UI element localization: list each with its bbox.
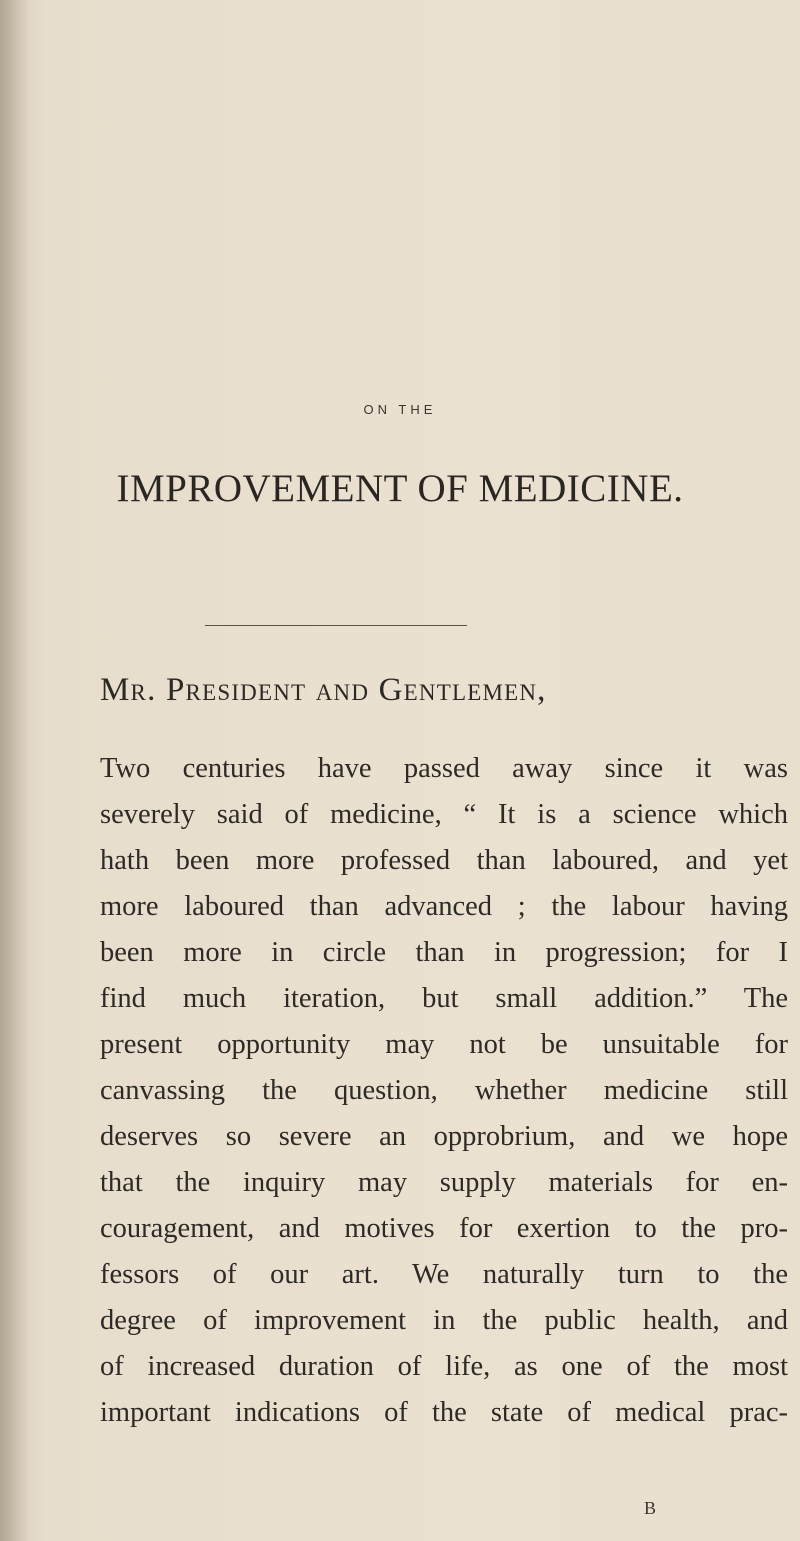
text-line: canvassing the question, whether medicine still bbox=[100, 1075, 788, 1106]
text-line: couragement, and motives for exertion to the pro- bbox=[100, 1213, 788, 1244]
salutation: Mr. President and Gentlemen, bbox=[100, 672, 547, 708]
title-rule-divider bbox=[205, 625, 467, 626]
page-title: IMPROVEMENT OF MEDICINE. bbox=[116, 467, 684, 510]
text-line: important indications of the state of medical prac- bbox=[100, 1397, 788, 1428]
text-line: been more in circle than in progression; for I bbox=[100, 937, 788, 968]
text-line: find much iteration, but small addition.” The bbox=[100, 983, 788, 1014]
text-line: more laboured than advanced ; the labour having bbox=[100, 891, 788, 922]
text-line: of increased duration of life, as one of the most bbox=[100, 1351, 788, 1382]
heading-kicker: ON THE bbox=[363, 402, 437, 417]
body-paragraph bbox=[100, 746, 788, 1436]
text-line: severely said of medicine, “ It is a science which bbox=[100, 799, 788, 830]
text-line: fessors of our art. We naturally turn to the bbox=[100, 1259, 788, 1290]
text-line: degree of improvement in the public health, and bbox=[100, 1305, 788, 1336]
text-line: that the inquiry may supply materials for en- bbox=[100, 1167, 788, 1198]
text-line: hath been more professed than laboured, and yet bbox=[100, 845, 788, 876]
text-line: deserves so severe an opprobrium, and we hope bbox=[100, 1121, 788, 1152]
text-line: present opportunity may not be unsuitable for bbox=[100, 1029, 788, 1060]
text-line: Two centuries have passed away since it was bbox=[100, 753, 788, 784]
page-gutter-shadow bbox=[0, 0, 30, 1541]
signature-mark: B bbox=[644, 1498, 657, 1518]
